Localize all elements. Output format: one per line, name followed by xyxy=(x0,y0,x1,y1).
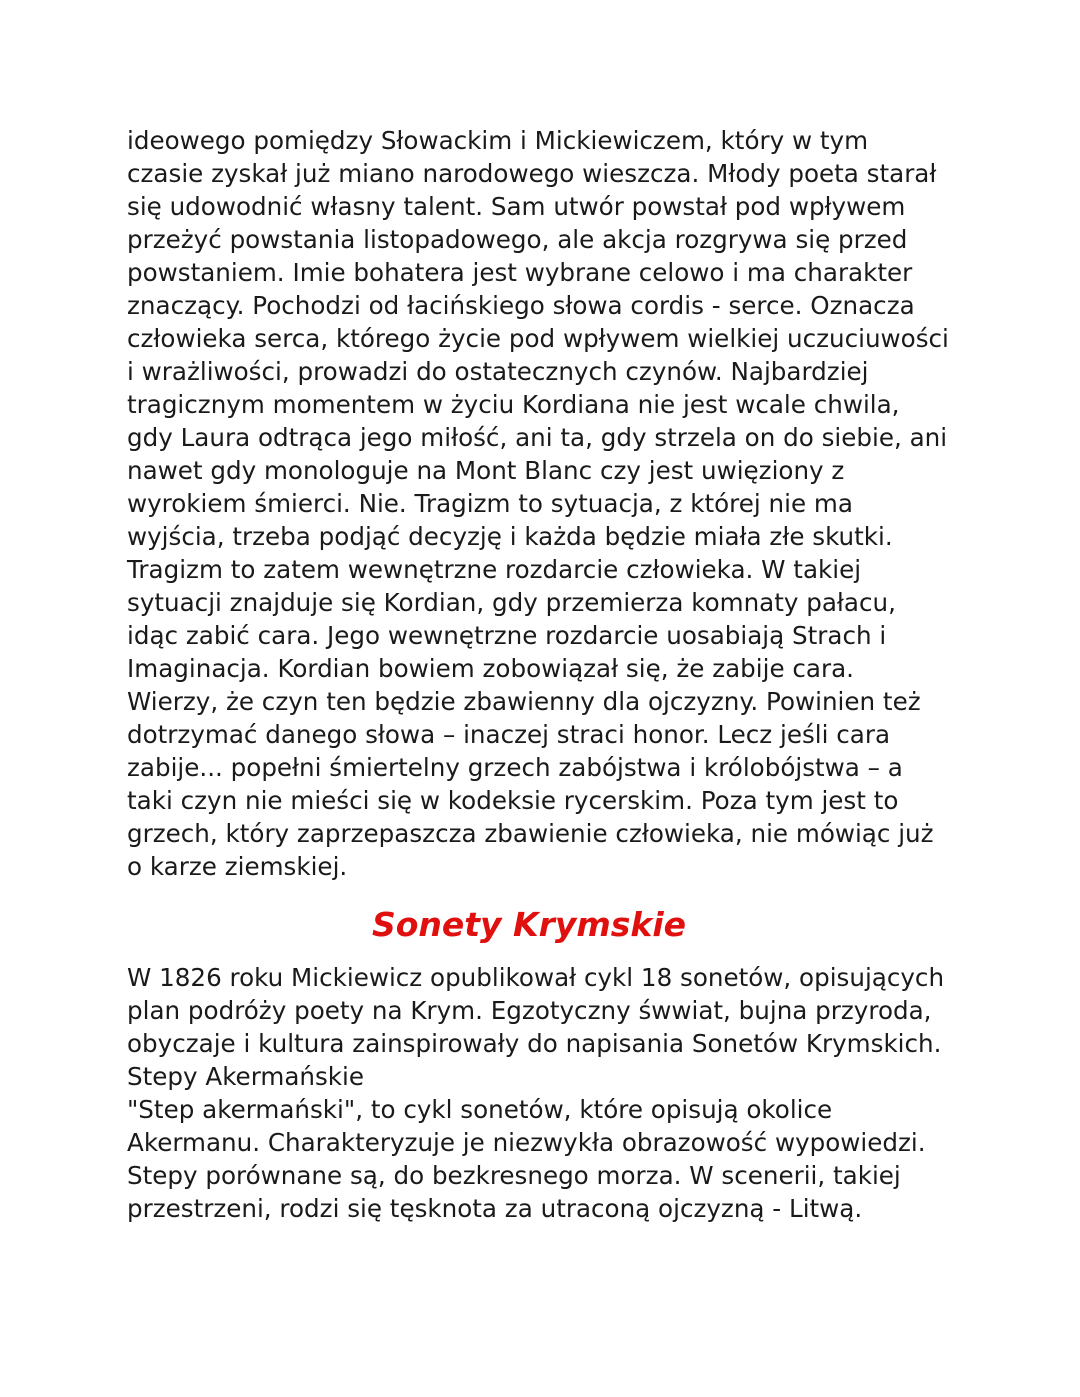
sonety-intro-paragraph xyxy=(127,961,967,1060)
text-line: przestrzeni, rodzi się tęsknota za utraconą ojczyzną - Litwą. xyxy=(127,1194,863,1223)
text-line: "Step akermański", to cykl sonetów, które opisują okolice xyxy=(127,1095,833,1124)
text-line: plan podróży poety na Krym. Egzotyczny śwwiat, bujna przyroda, xyxy=(127,996,932,1025)
text-line: idąc zabić cara. Jego wewnętrzne rozdarcie uosabiają Strach i xyxy=(127,621,887,650)
stepy-paragraph xyxy=(127,1093,967,1225)
text-line: tragicznym momentem w życiu Kordiana nie jest wcale chwila, xyxy=(127,390,900,419)
text-line: W 1826 roku Mickiewicz opublikował cykl 18 sonetów, opisujących xyxy=(127,963,945,992)
text-line: Wierzy, że czyn ten będzie zbawienny dla ojczyzny. Powinien też xyxy=(127,687,921,716)
text-line: obyczaje i kultura zainspirowały do napisania Sonetów Krymskich. xyxy=(127,1029,942,1058)
text-line: taki czyn nie mieści się w kodeksie rycerskim. Poza tym jest to xyxy=(127,786,899,815)
text-line: znaczący. Pochodzi od łacińskiego słowa cordis - serce. Oznacza xyxy=(127,291,915,320)
text-line: się udowodnić własny talent. Sam utwór powstał pod wpływem xyxy=(127,192,906,221)
text-line: powstaniem. Imie bohatera jest wybrane celowo i ma charakter xyxy=(127,258,913,287)
text-line: wyrokiem śmierci. Nie. Tragizm to sytuacja, z której nie ma xyxy=(127,489,853,518)
text-line: wyjścia, trzeba podjąć decyzję i każda będzie miała złe skutki. xyxy=(127,522,893,551)
section-heading: Sonety Krymskie xyxy=(371,905,687,944)
text-line: przeżyć powstania listopadowego, ale akcja rozgrywa się przed xyxy=(127,225,908,254)
text-line: zabije... popełni śmiertelny grzech zabójstwa i królobójstwa – a xyxy=(127,753,903,782)
text-line: grzech, który zaprzepaszcza zbawienie człowieka, nie mówiąc już xyxy=(127,819,934,848)
text-line: Stepy porównane są, do bezkresnego morza. W scenerii, takiej xyxy=(127,1161,901,1190)
kordian-paragraph xyxy=(127,124,967,883)
document-page xyxy=(127,124,967,1225)
text-line: gdy Laura odtrąca jego miłość, ani ta, gdy strzela on do siebie, ani xyxy=(127,423,948,452)
text-line: Imaginacja. Kordian bowiem zobowiązał się, że zabije cara. xyxy=(127,654,854,683)
text-line: dotrzymać danego słowa – inaczej straci honor. Lecz jeśli cara xyxy=(127,720,891,749)
text-line: ideowego pomiędzy Słowackim i Mickiewiczem, który w tym xyxy=(127,126,869,155)
text-line: Tragizm to zatem wewnętrzne rozdarcie człowieka. W takiej xyxy=(127,555,862,584)
text-line: czasie zyskał już miano narodowego wieszcza. Młody poeta starał xyxy=(127,159,937,188)
subsection-title: Stepy Akermańskie xyxy=(127,1062,365,1091)
text-line: Akermanu. Charakteryzuje je niezwykła obrazowość wypowiedzi. xyxy=(127,1128,926,1157)
text-line: o karze ziemskiej. xyxy=(127,852,348,881)
text-line: i wrażliwości, prowadzi do ostatecznych czynów. Najbardziej xyxy=(127,357,869,386)
text-line: nawet gdy monologuje na Mont Blanc czy jest uwięziony z xyxy=(127,456,845,485)
text-line: człowieka serca, którego życie pod wpływem wielkiej uczuciuwości xyxy=(127,324,949,353)
text-line: sytuacji znajduje się Kordian, gdy przemierza komnaty pałacu, xyxy=(127,588,896,617)
